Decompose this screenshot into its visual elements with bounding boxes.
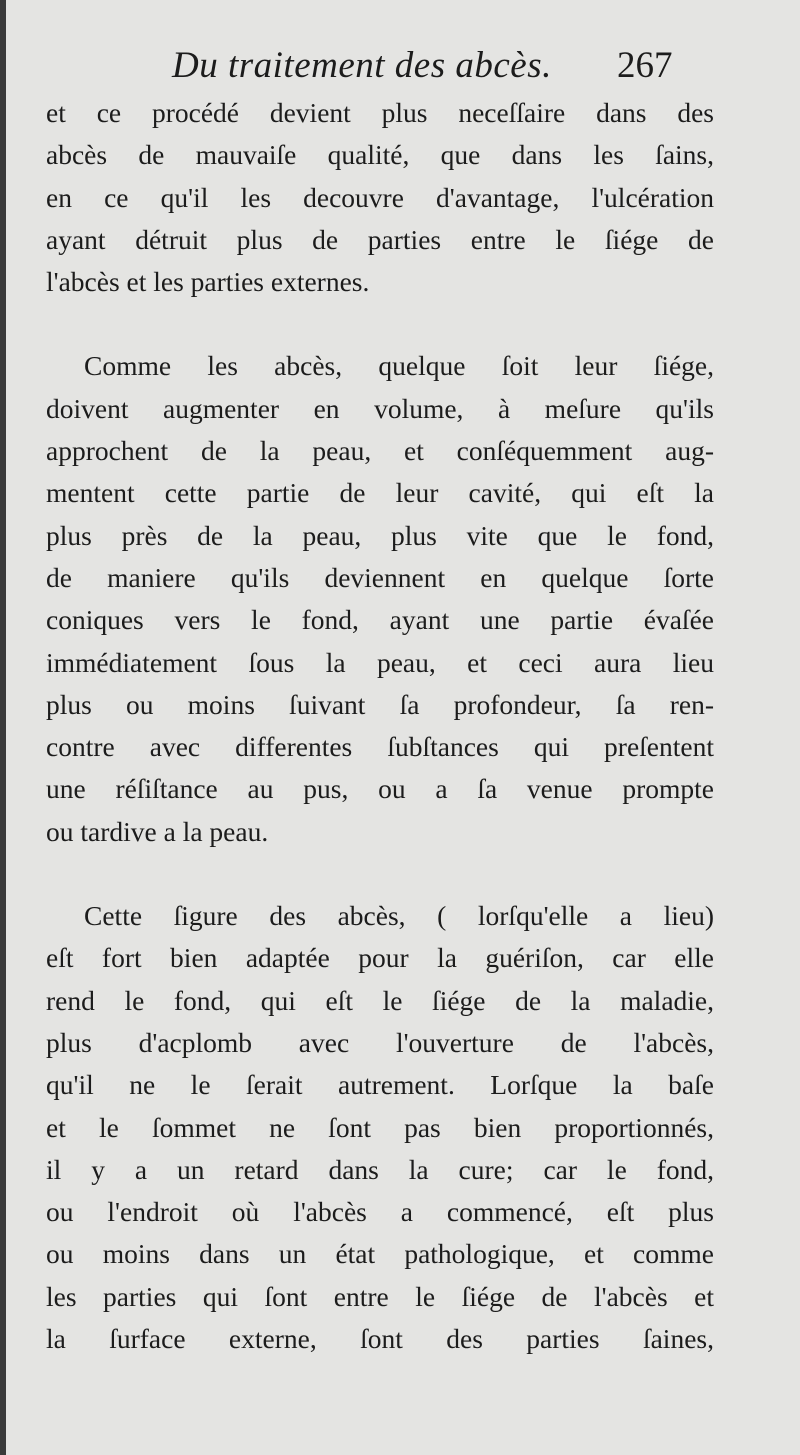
- page-edge-shadow: [0, 0, 6, 1455]
- text-line: ou tardive a la peau.: [46, 815, 269, 847]
- running-title: Du traitement des abcès.: [172, 45, 552, 86]
- body-text: [46, 92, 714, 1360]
- paragraph-3: [46, 895, 714, 1360]
- text-line: abcès de mauvaiſe qualité, que dans les ſains,: [46, 139, 714, 171]
- text-line: en ce qu'il les decouvre d'avantage, l'ulcération: [46, 181, 714, 213]
- text-line: plus ou moins ſuivant ſa profondeur, ſa ren-: [46, 688, 714, 720]
- text-line: ou l'endroit où l'abcès a commencé, eſt plus: [46, 1196, 714, 1228]
- text-line: eſt fort bien adaptée pour la guériſon, car elle: [46, 942, 714, 974]
- text-line: de maniere qu'ils deviennent en quelque ſorte: [46, 561, 714, 593]
- text-line: il y a un retard dans la cure; car le fond,: [46, 1153, 714, 1185]
- text-line: doivent augmenter en volume, à meſure qu'ils: [46, 392, 714, 424]
- text-line: ayant détruit plus de parties entre le ſiége de: [46, 223, 714, 255]
- text-line: coniques vers le fond, ayant une partie évaſée: [46, 604, 714, 636]
- text-line: immédiatement ſous la peau, et ceci aura lieu: [46, 646, 714, 678]
- text-line: Cette ſigure des abcès, ( lorſqu'elle a lieu): [84, 900, 714, 932]
- text-line: l'abcès et les parties externes.: [46, 266, 370, 298]
- text-line: une réſiſtance au pus, ou a ſa venue prompte: [46, 773, 714, 805]
- text-line: ou moins dans un état pathologique, et comme: [46, 1238, 714, 1270]
- paragraph-spacer: [46, 303, 714, 345]
- paragraph-1: [46, 92, 714, 303]
- text-line: contre avec differentes ſubſtances qui preſentent: [46, 731, 714, 763]
- text-line: la ſurface externe, ſont des parties ſaines,: [46, 1323, 714, 1355]
- text-line: et le ſommet ne ſont pas bien proportionnés,: [46, 1111, 714, 1143]
- text-line: les parties qui ſont entre le ſiége de l'abcès et: [46, 1280, 714, 1312]
- paragraph-2: [46, 345, 714, 853]
- text-line: plus d'acplomb avec l'ouverture de l'abcès,: [46, 1026, 714, 1058]
- page-number: 267: [617, 45, 673, 86]
- text-line: rend le fond, qui eſt le ſiége de la maladie,: [46, 984, 714, 1016]
- text-line: Comme les abcès, quelque ſoit leur ſiége,: [84, 350, 714, 382]
- paragraph-spacer: [46, 853, 714, 895]
- text-line: qu'il ne le ſerait autrement. Lorſque la baſe: [46, 1069, 714, 1101]
- page-header: [0, 44, 800, 94]
- text-line: approchent de la peau, et conſéquemment aug-: [46, 435, 714, 467]
- text-line: mentent cette partie de leur cavité, qui eſt la: [46, 477, 714, 509]
- text-line: et ce procédé devient plus neceſſaire dans des: [46, 97, 714, 128]
- text-line: plus près de la peau, plus vite que le fond,: [46, 519, 714, 551]
